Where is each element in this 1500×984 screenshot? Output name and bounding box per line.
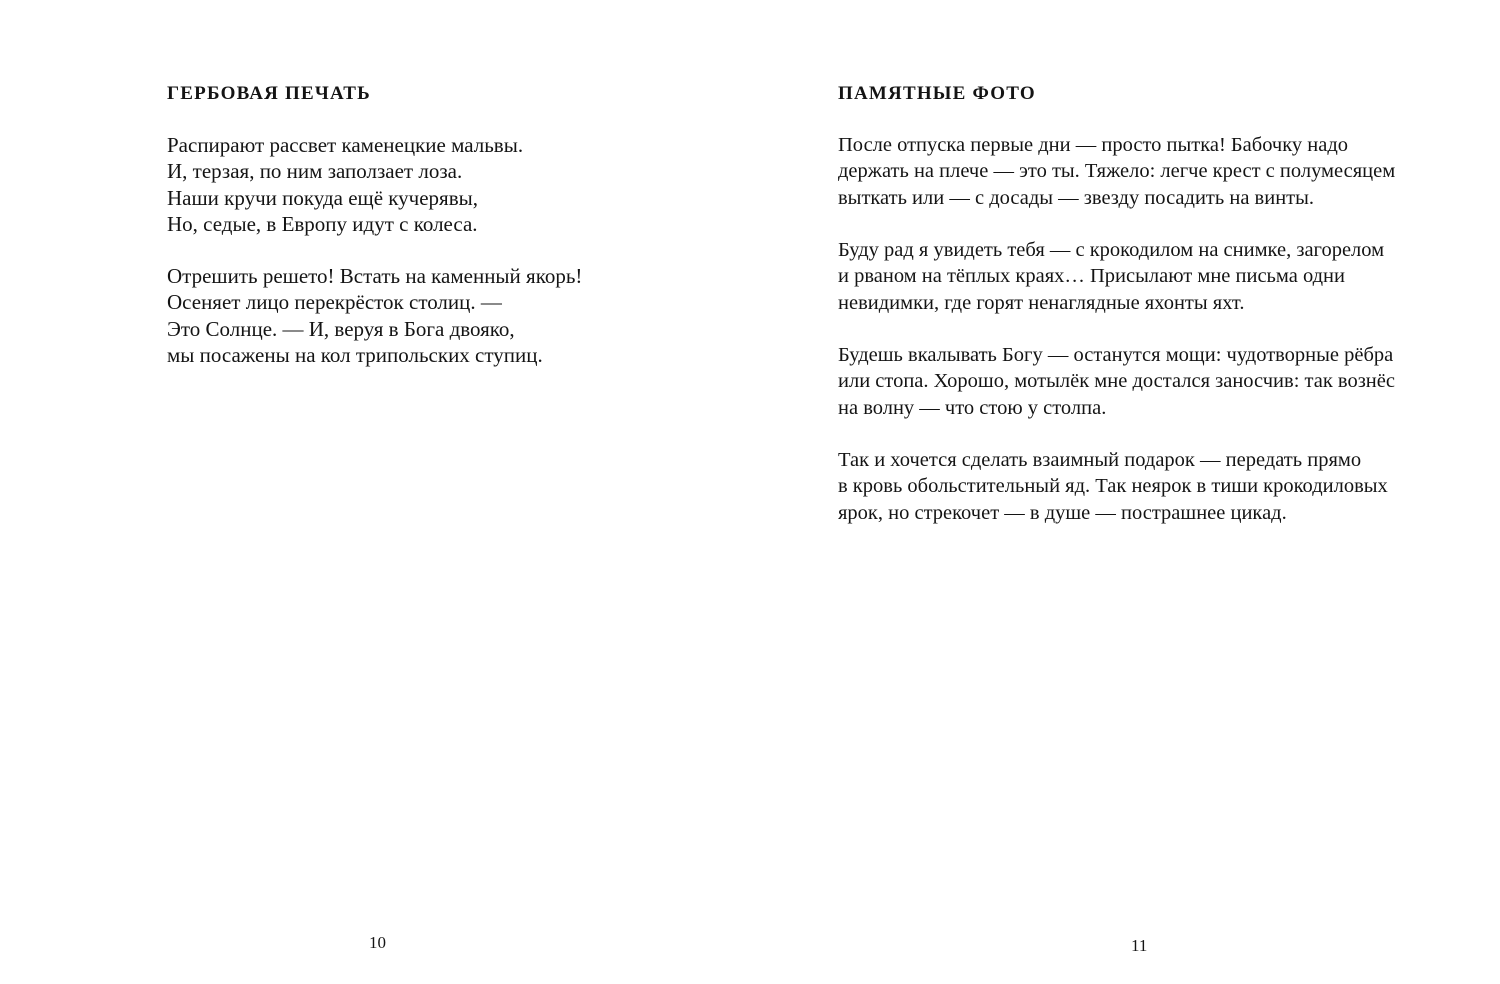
stanza <box>838 237 1384 316</box>
poem-line: Буду рад я увидеть тебя — с крокодилом на снимке, загорелом <box>838 239 1385 261</box>
poem-line: в кровь обольстительный яд. Так неярок в тиши крокодиловых <box>838 475 1388 498</box>
stanza <box>838 447 1388 526</box>
poem-line: невидимки, где горят ненаглядные яхонты яхт. <box>838 291 1245 314</box>
poem-line: Отрешить решето! Встать на каменный якорь! <box>167 264 583 288</box>
poem-line: И, терзая, по ним заползает лоза. <box>167 159 463 184</box>
poem-line: держать на плече — это ты. Тяжело: легче крест с полумесяцем <box>838 160 1396 183</box>
right-page <box>750 0 1500 984</box>
poem-line: Это Солнце. — И, веруя в Бога двояко, <box>167 316 515 341</box>
poem-title: ГЕРБОВАЯ ПЕЧАТЬ <box>167 83 371 104</box>
poem-line: и рваном на тёплых краях… Присылают мне письма одни <box>838 265 1345 288</box>
stanza <box>167 263 582 368</box>
poem-line: мы посажены на кол трипольских ступиц. <box>167 342 543 367</box>
page-number: 10 <box>369 933 386 952</box>
poem-line: Так и хочется сделать взаимный подарок — передать прямо <box>838 449 1362 471</box>
stanza <box>167 132 523 237</box>
poem-line: ярок, но стрекочет — в душе — пострашнее цикад. <box>838 501 1287 524</box>
page-number: 11 <box>1131 936 1148 955</box>
stanza <box>838 342 1395 421</box>
poem-line: Наши кручи покуда ещё кучерявы, <box>167 185 478 210</box>
poem-line: на волну — что стою у столпа. <box>838 396 1107 419</box>
poem-line: Распирают рассвет каменецкие мальвы. <box>167 133 524 157</box>
poem-line: или стопа. Хорошо, мотылёк мне достался заносчив: так вознёс <box>838 370 1395 393</box>
poem-title: ПАМЯТНЫЕ ФОТО <box>838 83 1036 104</box>
poem-line: Но, седые, в Европу идут с колеса. <box>167 211 478 236</box>
stanza <box>838 132 1395 211</box>
poem-line: Будешь вкалывать Богу — останутся мощи: чудотворные рёбра <box>838 344 1394 366</box>
poem-line: выткать или — с досады — звезду посадить на винты. <box>838 186 1315 209</box>
poem-line: Осеняет лицо перекрёсток столиц. — <box>167 290 502 315</box>
poem-line: После отпуска первые дни — просто пытка! Бабочку надо <box>838 134 1349 156</box>
